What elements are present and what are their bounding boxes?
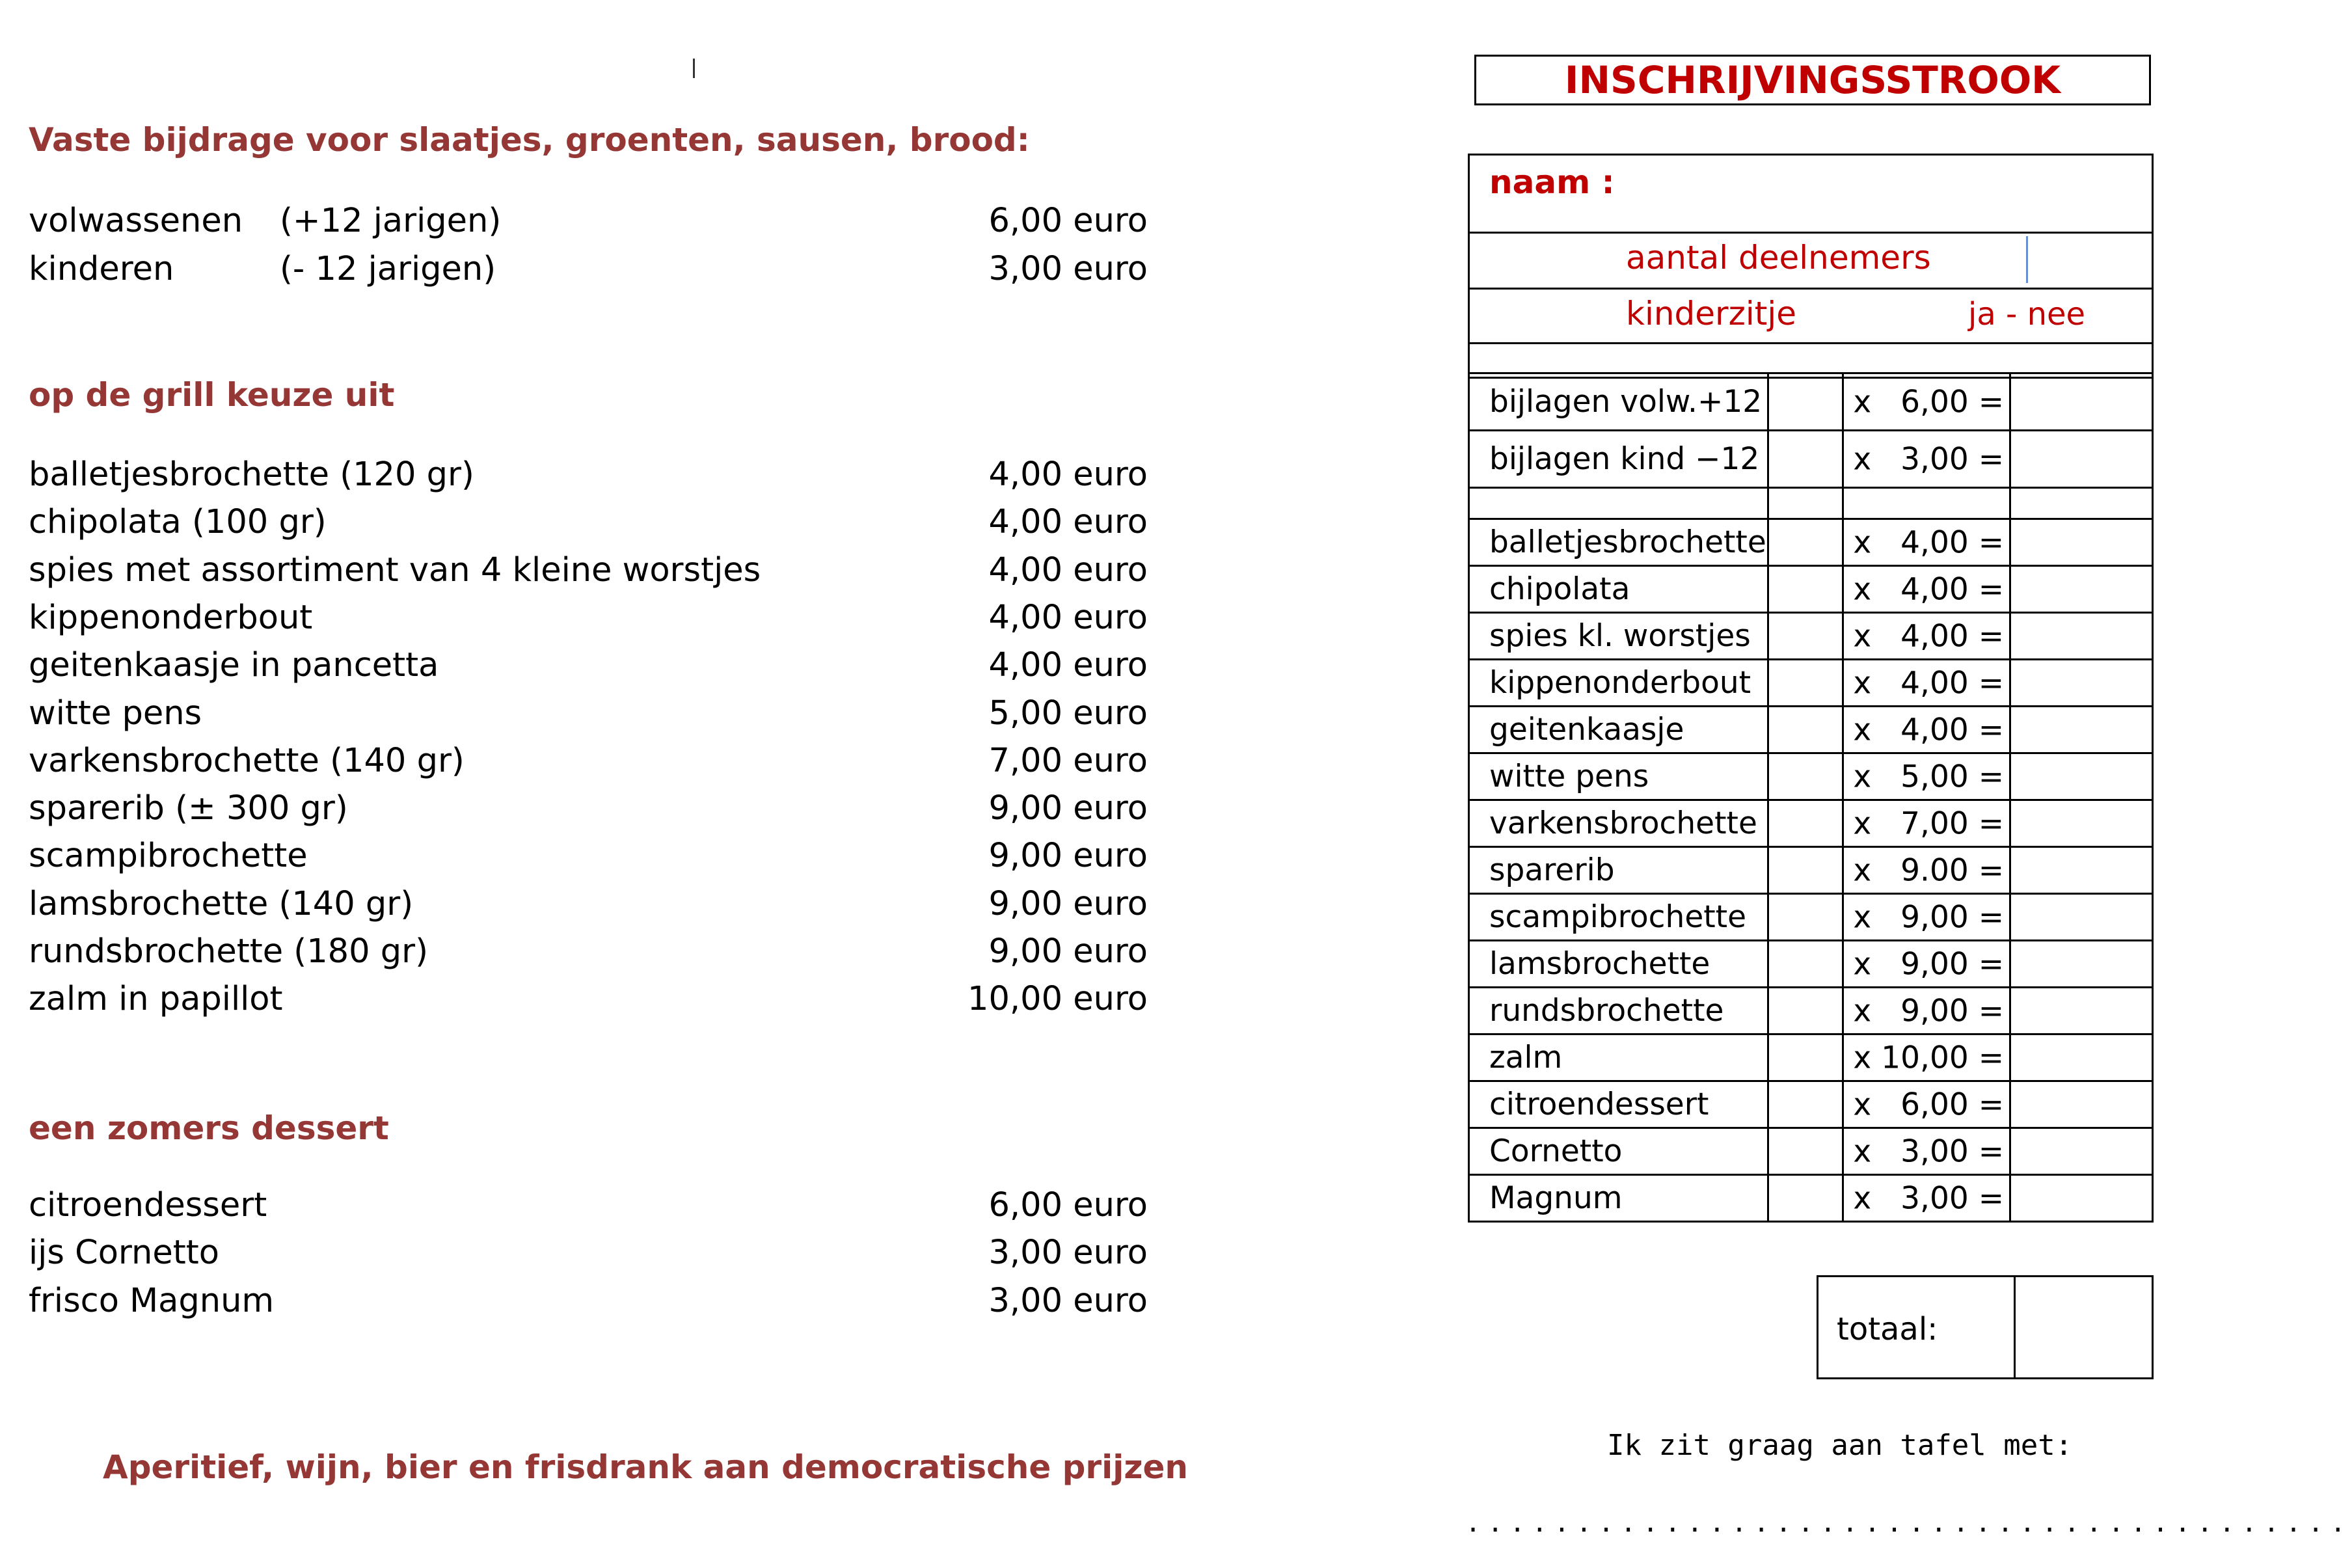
- table-preference-line[interactable]: ........................................: [1465, 1508, 2352, 1538]
- dessert-menu-item: [29, 1282, 1148, 1327]
- item-name: chipolata (100 gr): [29, 503, 327, 542]
- order-table: [1468, 372, 2154, 1223]
- unit-price: 7,00 =: [1900, 805, 2005, 841]
- multiply-sign: x: [1853, 1133, 1872, 1169]
- order-row: [1469, 894, 2153, 941]
- unit-price: 4,00 =: [1900, 524, 2005, 560]
- item-price: 3,00 euro: [988, 250, 1148, 288]
- multiply-sign: x: [1853, 899, 1872, 935]
- multiply-sign: x: [1853, 524, 1872, 560]
- item-price: 4,00 euro: [988, 646, 1148, 685]
- multiply-sign: x: [1853, 441, 1872, 477]
- multiply-sign: x: [1853, 852, 1872, 888]
- subtotal-cell[interactable]: [2010, 613, 2153, 660]
- unit-price-cell: [1843, 660, 2010, 707]
- order-row: [1469, 707, 2153, 753]
- subtotal-cell[interactable]: [2010, 1081, 2153, 1128]
- quantity-cell[interactable]: [1768, 613, 1843, 660]
- unit-price: 4,00 =: [1900, 618, 2005, 654]
- order-row: [1469, 800, 2153, 847]
- order-row: [1469, 431, 2153, 488]
- empty-cell: [1843, 488, 2010, 519]
- order-item-name: chipolata: [1469, 566, 1768, 613]
- spacer-row: [1469, 488, 2153, 519]
- unit-price: 3,00 =: [1900, 1180, 2005, 1216]
- dessert-menu-item: [29, 1186, 1148, 1232]
- base-contribution-heading: Vaste bijdrage voor slaatjes, groenten, sausen, brood:: [29, 121, 1030, 159]
- order-row: [1469, 941, 2153, 988]
- unit-price: 9,00 =: [1900, 899, 2005, 935]
- unit-price-cell: [1843, 613, 2010, 660]
- unit-price-cell: [1843, 566, 2010, 613]
- item-note: (+12 jarigen): [280, 202, 502, 240]
- unit-price: 9.00 =: [1900, 852, 2005, 888]
- grill-menu-item: [29, 455, 1148, 501]
- item-name: rundsbrochette (180 gr): [29, 932, 428, 971]
- quantity-cell[interactable]: [1768, 1175, 1843, 1222]
- grill-menu-item: [29, 885, 1148, 930]
- multiply-sign: x: [1853, 1180, 1872, 1216]
- table-preference-label: Ik zit graag aan tafel met:: [1607, 1429, 2073, 1462]
- subtotal-cell[interactable]: [2010, 431, 2153, 488]
- item-price: 5,00 euro: [988, 694, 1148, 733]
- item-price: 3,00 euro: [988, 1234, 1148, 1273]
- unit-price: 4,00 =: [1900, 665, 2005, 701]
- grill-menu-item: [29, 694, 1148, 740]
- unit-price: 4,00 =: [1900, 712, 2005, 748]
- grill-heading: op de grill keuze uit: [29, 376, 395, 414]
- unit-price: 3,00 =: [1900, 1133, 2005, 1169]
- unit-price-cell: [1843, 753, 2010, 800]
- item-price: 10,00 euro: [967, 980, 1148, 1019]
- subtotal-cell[interactable]: [2010, 1175, 2153, 1222]
- drinks-note: Aperitief, wijn, bier en frisdrank aan democratische prijzen: [103, 1448, 1188, 1486]
- order-row: [1469, 1081, 2153, 1128]
- order-row: [1469, 1175, 2153, 1222]
- total-box: [1817, 1275, 2154, 1379]
- subtotal-cell[interactable]: [2010, 753, 2153, 800]
- order-row: [1469, 1128, 2153, 1175]
- item-name: citroendessert: [29, 1186, 267, 1224]
- unit-price-cell: [1843, 1128, 2010, 1175]
- multiply-sign: x: [1853, 384, 1872, 420]
- empty-cell: [1768, 488, 1843, 519]
- unit-price-cell: [1843, 1175, 2010, 1222]
- item-name: ijs Cornetto: [29, 1234, 219, 1273]
- item-name: lamsbrochette (140 gr): [29, 884, 414, 923]
- multiply-sign: x: [1853, 1087, 1872, 1122]
- order-item-name: geitenkaasje: [1469, 707, 1768, 753]
- unit-price-cell: [1843, 431, 2010, 488]
- participants-field[interactable]: [1470, 234, 2152, 290]
- subtotal-cell[interactable]: [2010, 988, 2153, 1034]
- grill-menu-item: [29, 789, 1148, 835]
- unit-price: 4,00 =: [1900, 571, 2005, 607]
- quantity-cell[interactable]: [1768, 1081, 1843, 1128]
- grill-menu-item: [29, 932, 1148, 978]
- order-item-name: spies kl. worstjes: [1469, 613, 1768, 660]
- item-name: scampibrochette: [29, 837, 308, 876]
- child-seat-field[interactable]: [1470, 290, 2152, 344]
- subtotal-cell[interactable]: [2010, 707, 2153, 753]
- order-row: [1469, 566, 2153, 613]
- item-price: 4,00 euro: [988, 598, 1148, 637]
- order-item-name: varkensbrochette: [1469, 800, 1768, 847]
- quantity-cell[interactable]: [1768, 519, 1843, 566]
- unit-price-cell: [1843, 1081, 2010, 1128]
- order-item-name: Magnum: [1469, 1175, 1768, 1222]
- item-name: witte pens: [29, 694, 202, 733]
- item-name: spies met assortiment van 4 kleine worstjes: [29, 550, 761, 589]
- order-item-name: kippenonderbout: [1469, 660, 1768, 707]
- subtotal-cell[interactable]: [2010, 566, 2153, 613]
- form-title: INSCHRIJVINGSSTROOK: [1474, 55, 2151, 105]
- order-row: [1469, 660, 2153, 707]
- registration-header-box: [1468, 154, 2154, 379]
- order-item-name: sparerib: [1469, 847, 1768, 894]
- multiply-sign: x: [1853, 805, 1872, 841]
- order-row: [1469, 753, 2153, 800]
- quantity-cell[interactable]: [1768, 566, 1843, 613]
- grill-menu-item: [29, 551, 1148, 597]
- quantity-cell[interactable]: [1768, 660, 1843, 707]
- name-label: naam :: [1489, 163, 1615, 201]
- item-name: geitenkaasje in pancetta: [29, 646, 439, 685]
- item-price: 9,00 euro: [988, 789, 1148, 828]
- item-name: frisco Magnum: [29, 1281, 275, 1320]
- grill-menu-item: [29, 980, 1148, 1025]
- unit-price: 9,00 =: [1900, 993, 2005, 1029]
- quantity-cell[interactable]: [1768, 941, 1843, 988]
- subtotal-cell[interactable]: [2010, 847, 2153, 894]
- subtotal-cell[interactable]: [2010, 941, 2153, 988]
- name-field[interactable]: [1470, 155, 2152, 234]
- grill-menu-item: [29, 599, 1148, 644]
- unit-price-cell: [1843, 707, 2010, 753]
- order-row: [1469, 1034, 2153, 1081]
- item-name: volwassenen: [29, 202, 243, 240]
- quantity-cell[interactable]: [1768, 800, 1843, 847]
- dessert-heading: een zomers dessert: [29, 1109, 389, 1147]
- order-item-name: Cornetto: [1469, 1128, 1768, 1175]
- unit-price: 3,00 =: [1900, 441, 2005, 477]
- grill-menu-item: [29, 503, 1148, 548]
- item-price: 4,00 euro: [988, 455, 1148, 494]
- price-row-adults: [29, 202, 1148, 247]
- child-seat-label: kinderzitje: [1626, 295, 1796, 332]
- empty-cell: [1469, 488, 1768, 519]
- grill-menu-item: [29, 742, 1148, 787]
- unit-price: 6,00 =: [1900, 1087, 2005, 1122]
- quantity-cell[interactable]: [1768, 1034, 1843, 1081]
- unit-price-cell: [1843, 1034, 2010, 1081]
- unit-price-cell: [1843, 894, 2010, 941]
- unit-price: 10,00 =: [1881, 1040, 2005, 1075]
- item-name: kippenonderbout: [29, 598, 313, 637]
- order-item-name: balletjesbrochette: [1469, 519, 1768, 566]
- item-price: 9,00 euro: [988, 932, 1148, 971]
- grill-menu-item: [29, 837, 1148, 882]
- quantity-cell[interactable]: [1768, 431, 1843, 488]
- subtotal-cell[interactable]: [2010, 1128, 2153, 1175]
- order-row: [1469, 519, 2153, 566]
- unit-price-cell: [1843, 847, 2010, 894]
- page-mark: [693, 59, 695, 78]
- item-name: sparerib (± 300 gr): [29, 789, 348, 828]
- item-price: 9,00 euro: [988, 837, 1148, 876]
- subtotal-cell[interactable]: [2010, 660, 2153, 707]
- item-name: zalm in papillot: [29, 980, 283, 1019]
- participants-label: aantal deelnemers: [1626, 239, 1931, 277]
- quantity-cell[interactable]: [1768, 1128, 1843, 1175]
- unit-price: 5,00 =: [1900, 759, 2005, 794]
- dessert-menu-item: [29, 1234, 1148, 1279]
- unit-price-cell: [1843, 519, 2010, 566]
- quantity-cell[interactable]: [1768, 894, 1843, 941]
- quantity-cell[interactable]: [1768, 373, 1843, 431]
- order-item-name: rundsbrochette: [1469, 988, 1768, 1034]
- quantity-cell[interactable]: [1768, 707, 1843, 753]
- unit-price-cell: [1843, 800, 2010, 847]
- order-row: [1469, 613, 2153, 660]
- total-label: totaal:: [1837, 1311, 1938, 1347]
- subtotal-cell[interactable]: [2010, 519, 2153, 566]
- item-price: 9,00 euro: [988, 884, 1148, 923]
- multiply-sign: x: [1853, 1040, 1872, 1075]
- subtotal-cell[interactable]: [2010, 1034, 2153, 1081]
- order-item-name: witte pens: [1469, 753, 1768, 800]
- order-item-name: zalm: [1469, 1034, 1768, 1081]
- item-price: 7,00 euro: [988, 741, 1148, 780]
- multiply-sign: x: [1853, 712, 1872, 748]
- item-price: 6,00 euro: [988, 1186, 1148, 1224]
- grill-menu-item: [29, 646, 1148, 692]
- multiply-sign: x: [1853, 618, 1872, 654]
- item-price: 3,00 euro: [988, 1281, 1148, 1320]
- order-item-name: citroendessert: [1469, 1081, 1768, 1128]
- subtotal-cell[interactable]: [2010, 894, 2153, 941]
- item-price: 4,00 euro: [988, 503, 1148, 542]
- unit-price-cell: [1843, 373, 2010, 431]
- order-item-name: scampibrochette: [1469, 894, 1768, 941]
- order-row: [1469, 373, 2153, 431]
- total-divider: [2014, 1277, 2016, 1377]
- item-name: varkensbrochette (140 gr): [29, 741, 465, 780]
- unit-price-cell: [1843, 941, 2010, 988]
- text-cursor: [2026, 236, 2028, 283]
- multiply-sign: x: [1853, 665, 1872, 701]
- empty-cell: [2010, 488, 2153, 519]
- price-row-children: [29, 250, 1148, 295]
- child-seat-options[interactable]: ja - nee: [1968, 296, 2086, 332]
- item-note: (- 12 jarigen): [280, 250, 496, 288]
- quantity-cell[interactable]: [1768, 753, 1843, 800]
- item-name: balletjesbrochette (120 gr): [29, 455, 474, 494]
- item-price: 6,00 euro: [988, 202, 1148, 240]
- order-row: [1469, 988, 2153, 1034]
- multiply-sign: x: [1853, 759, 1872, 794]
- unit-price-cell: [1843, 988, 2010, 1034]
- quantity-cell[interactable]: [1768, 847, 1843, 894]
- order-item-name: bijlagen volw.+12: [1469, 373, 1768, 431]
- quantity-cell[interactable]: [1768, 988, 1843, 1034]
- subtotal-cell[interactable]: [2010, 373, 2153, 431]
- order-row: [1469, 847, 2153, 894]
- item-price: 4,00 euro: [988, 550, 1148, 589]
- unit-price: 9,00 =: [1900, 946, 2005, 982]
- multiply-sign: x: [1853, 946, 1872, 982]
- order-item-name: lamsbrochette: [1469, 941, 1768, 988]
- multiply-sign: x: [1853, 993, 1872, 1029]
- order-item-name: bijlagen kind −12: [1469, 431, 1768, 488]
- unit-price: 6,00 =: [1900, 384, 2005, 420]
- subtotal-cell[interactable]: [2010, 800, 2153, 847]
- item-name: kinderen: [29, 250, 174, 288]
- multiply-sign: x: [1853, 571, 1872, 607]
